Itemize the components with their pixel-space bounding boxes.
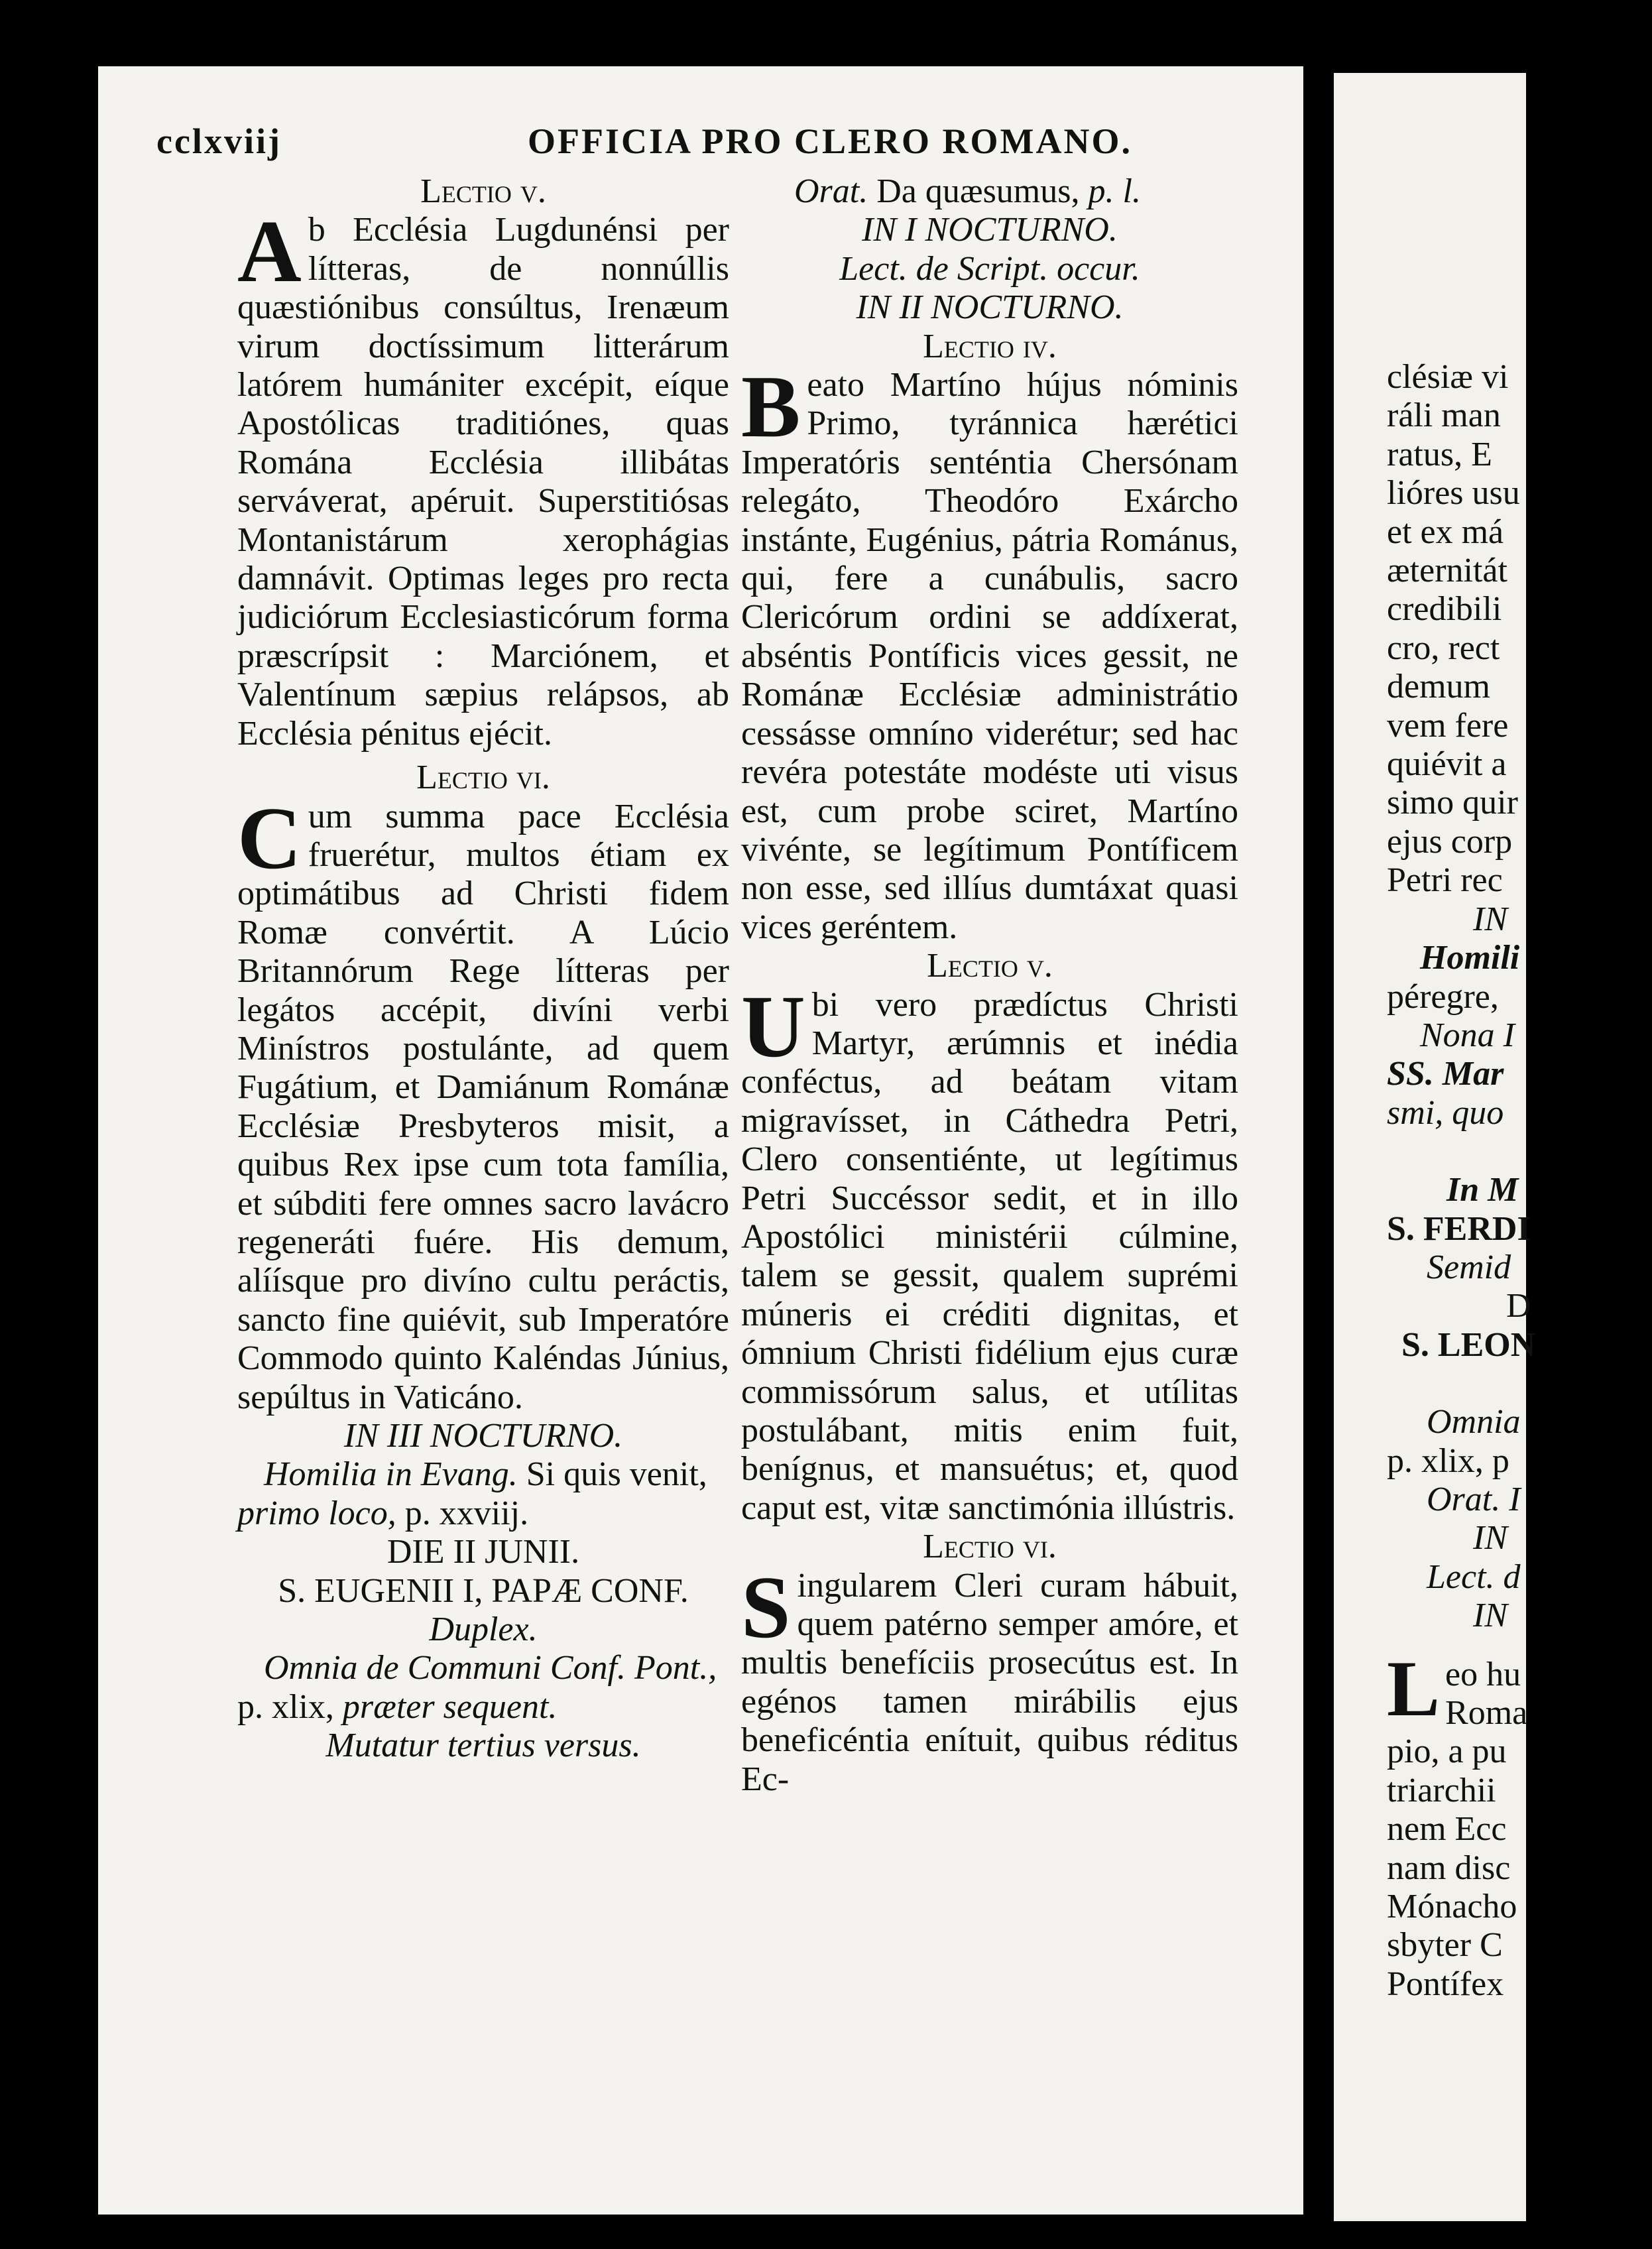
- lectio-v-paragraph: [237, 202, 729, 753]
- adjacent-line: SS. Mar: [1387, 1055, 1504, 1093]
- adjacent-line: Petri rec: [1387, 861, 1503, 900]
- page-header: [156, 121, 1244, 174]
- oratio-line: Orat. Da quæsumus, p. l.: [794, 172, 1141, 210]
- adjacent-leo: [1387, 1644, 1652, 1733]
- adjacent-line: S. FERDI: [1387, 1209, 1531, 1248]
- adjacent-line: smi, quo: [1387, 1093, 1504, 1132]
- nocturn-heading: IN I NOCTURNO.: [862, 211, 1118, 249]
- drop-cap: S: [741, 1557, 791, 1656]
- adjacent-line: triarchii: [1387, 1771, 1496, 1809]
- running-title: OFFICIA PRO CLERO ROMANO.: [528, 121, 1132, 161]
- adjacent-page: [1334, 73, 1536, 2221]
- adjacent-column: [1387, 199, 1652, 2004]
- lectio-vi-heading: Lectio vi.: [923, 1528, 1057, 1566]
- page-number: cclxviij: [156, 121, 282, 161]
- feast-rank: Duplex.: [429, 1611, 538, 1649]
- adjacent-line: In M: [1446, 1171, 1519, 1209]
- adjacent-line: æternitát: [1387, 552, 1507, 590]
- adjacent-line: credibili: [1387, 590, 1502, 629]
- feast-date: DIE II JUNII.: [386, 1533, 580, 1571]
- nocturn-heading: IN II NOCTURNO.: [856, 288, 1124, 327]
- adjacent-line: cro, rect: [1387, 629, 1500, 667]
- adjacent-line: Orat. I: [1427, 1480, 1521, 1518]
- drop-cap: B: [741, 357, 801, 456]
- lectio-vi-text: ingularem Cleri curam hábuit, quem patérno semper amóre, et multis benefíciis prosecútus est. In egénos tamen mirábilis ejus beneficéntia enítuit, quibus réditus Ec-: [741, 1566, 1238, 1798]
- adjacent-line: IN: [1473, 1519, 1507, 1557]
- omnia-line: Omnia de Communi Conf. Pont., p. xlix, præter sequent.: [237, 1649, 717, 1726]
- left-column: [237, 172, 729, 1766]
- adjacent-line: Omnia: [1427, 1403, 1521, 1441]
- lectio-v-heading: Lectio v.: [420, 172, 546, 210]
- lectio-iv-paragraph: [741, 357, 1238, 947]
- drop-cap: A: [237, 202, 302, 301]
- drop-cap: C: [237, 788, 302, 887]
- lectio-vi-text: um summa pace Ecclésia fruerétur, multos étiam ex optimátibus ad Christi fidem Romæ convértit. A Lúcio Britannórum Rege lítteras per legátos accépit, divíni verbi Minístros postulánte, ad quem Fugátium, et Damiánum Románæ Ecclésiæ Presbyteros misit, a quibus Rex ipse cum tota família, et súbditi fere omnes sacro lavácro regeneráti fuére. His demum, alíísque pro divíno cultu peráctis, sancto fine quiévit, sub Imperatóre Commodo quinto Kaléndas Június, sepúltus in Vaticáno.: [237, 797, 729, 1416]
- adjacent-line: péregre,: [1387, 977, 1499, 1016]
- adjacent-line: demum: [1387, 668, 1490, 706]
- drop-cap: U: [741, 977, 805, 1075]
- adjacent-line: IN: [1473, 900, 1507, 938]
- lectio-v-text: b Ecclésia Lugdunénsi per lítteras, de nonnúllis quæstiónibus consúltus, Irenæum virum doctíssimum litterárum latórem humániter excépit, eíque Apostólicas traditiónes, quas Romána Ecclésia illibátas serváverat, apéruit. Superstitiósas Montanistárum xerophágias damnávit. Optimas leges pro recta judiciórum Ecclesiasticórum forma præscrípsit : Marciónem, et Valentínum sæpius relápsos, ab Ecclésia pénitus ejécit.: [237, 211, 729, 753]
- adjacent-line: pio, a pu: [1387, 1732, 1507, 1771]
- lectio-iv-text: eato Martíno hújus nóminis Primo, tyránnica hærétici Imperatóris senténtia Chersónam relegáto, Theodóro Exárcho instánte, Eugénius, pátria Románus, qui, fere a cunábulis, sacro Clericórum ordini se addíxerat, abséntis Pontíficis vices gessit, ne Románæ Ecclésiæ administrátio cessásse omníno viderétur; sed hac revéra potestáte modéste uti visus est, cum probe sciret, Martíno vivénte, se legítimum Pontíficem non esse, sed illíus dumtáxat quasi vices geréntem.: [741, 366, 1238, 946]
- saint-name: S. EUGENII I, PAPÆ CONF.: [278, 1571, 689, 1610]
- lectio-vi-heading: Lectio vi.: [416, 759, 550, 797]
- adjacent-line: nam disc: [1387, 1849, 1511, 1887]
- lectio-v-paragraph: [741, 977, 1238, 1528]
- adjacent-line: Lect. d: [1427, 1557, 1521, 1596]
- drop-cap: L: [1387, 1644, 1441, 1732]
- adjacent-line: eo hu: [1445, 1655, 1521, 1693]
- right-column: [741, 172, 1238, 1799]
- lectio-v-text: bi vero prædíctus Christi Martyr, ærúmnis et inédia conféctus, ad beátam vitam migravísset, in Cáthedra Petri, Clero consentiénte, ut legítimus Petri Succéssor sedit, et in illo Apostólici ministérii cúlmine, talem se gessit, qualem suprémi múneris ei créditi dignitas, et ómnium Christi fidélium ejus curæ commissórum salus, et utílitas postulábant, mitis enim fuit, benígnus, et mansuétus; et, quod caput est, vitæ sanctimónia illústris.: [741, 985, 1238, 1527]
- adjacent-line: ratus, E: [1387, 435, 1492, 473]
- adjacent-line: Roma: [1445, 1694, 1528, 1732]
- lectio-scriptura: Lect. de Script. occur.: [839, 249, 1140, 288]
- adjacent-line: D: [1506, 1287, 1531, 1325]
- adjacent-line: lióres usu: [1387, 474, 1520, 513]
- homilia-line: Homilia in Evang. Si quis venit, primo loco, p. xxviij.: [237, 1455, 707, 1532]
- lectio-iv-heading: Lectio iv.: [923, 327, 1057, 365]
- adjacent-line: nem Ecc: [1387, 1810, 1507, 1849]
- adjacent-line: quiévit a: [1387, 745, 1507, 784]
- lectio-vi-paragraph: [741, 1557, 1238, 1799]
- adjacent-line: S. LEON: [1401, 1325, 1536, 1364]
- adjacent-line: Nona I: [1420, 1016, 1515, 1054]
- adjacent-line: ráli man: [1387, 396, 1501, 435]
- lectio-v-heading: Lectio v.: [927, 947, 1053, 985]
- adjacent-line: Homili: [1420, 939, 1520, 977]
- nocturn-heading: IN III NOCTURNO.: [343, 1417, 623, 1455]
- adjacent-line: vem fere: [1387, 706, 1509, 745]
- adjacent-line: Mónacho: [1387, 1888, 1517, 1926]
- adjacent-line: p. xlix, p: [1387, 1441, 1509, 1480]
- adjacent-line: simo quir: [1387, 784, 1518, 822]
- adjacent-line: clésiæ vi: [1387, 358, 1509, 396]
- mutatur-line: Mutatur tertius versus.: [325, 1727, 641, 1765]
- adjacent-line: Semid: [1427, 1248, 1511, 1286]
- adjacent-line: Pontífex: [1387, 1965, 1504, 2003]
- adjacent-line: sbyter C: [1387, 1926, 1503, 1965]
- adjacent-line: IN: [1473, 1597, 1507, 1635]
- adjacent-line: ejus corp: [1387, 822, 1513, 861]
- adjacent-line: et ex má: [1387, 513, 1504, 551]
- lectio-vi-paragraph: [237, 788, 729, 1418]
